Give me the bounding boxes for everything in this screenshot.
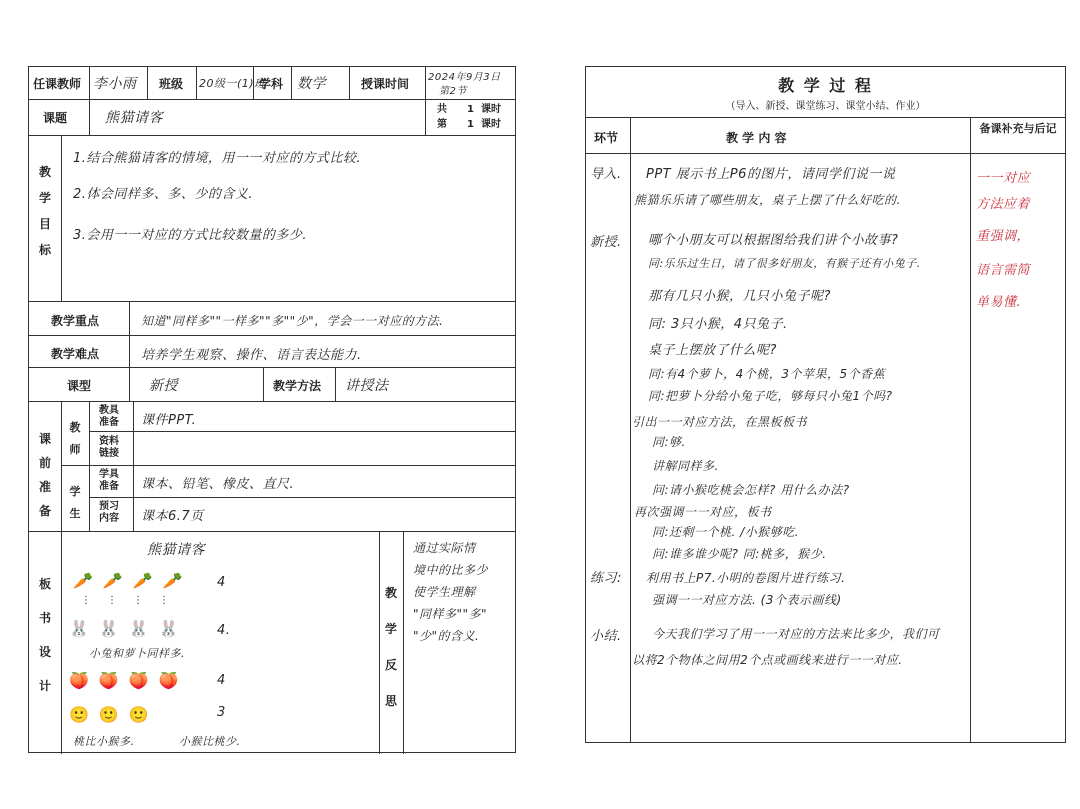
goals-label: 教学目标: [38, 165, 51, 257]
subject-value: 数学: [297, 76, 326, 92]
process-subtitle: （导入、新授、课堂练习、课堂小结、作业）: [725, 101, 926, 112]
prep-row-label-1: 教具准备: [99, 405, 119, 428]
key-point-label: 教学重点: [51, 314, 100, 328]
content-line-13: 问:请小猴吃桃会怎样? 用什么办法?: [652, 483, 850, 497]
topic-label: 课题: [43, 111, 68, 125]
nth-value: 1: [467, 119, 474, 130]
board-label: 板书设计: [38, 577, 51, 693]
content-line-5: 那有几只小猴，几只小兔子呢?: [648, 289, 831, 304]
section-practice: 练习:: [590, 571, 622, 586]
process-title: 教 学 过 程: [778, 76, 873, 95]
note-line-5: 单易懂.: [976, 295, 1022, 310]
prep-row-label-4: 预习内容: [99, 501, 119, 524]
notes-column-header: 备课补充与后记: [979, 122, 1057, 135]
teacher-label: 任课教师: [33, 77, 82, 91]
prep-student-label: 学生: [69, 485, 81, 520]
board-n1: 4: [217, 575, 226, 590]
content-line-10: 引出一一对应方法，在黑板板书: [632, 415, 808, 429]
content-line-19: 今天我们学习了用一一对应的方法来比多少，我们可: [652, 627, 940, 641]
board-n2: 4.: [217, 623, 231, 638]
note-line-1: 一一对应: [976, 171, 1031, 186]
board-n4: 3: [217, 705, 226, 720]
section-column-header: 环节: [594, 131, 619, 145]
prep-row-label-3: 学具准备: [99, 469, 119, 492]
prep-row-value-3: 课本、铅笔、橡皮、直尺.: [141, 477, 295, 492]
key-point-value: 知道"同样多""一样多""多""少"，学会一一对应的方法.: [141, 314, 444, 328]
match-dots: ⋮⋮⋮⋮: [81, 595, 185, 606]
content-line-15: 同:还剩一个桃. /小猴够吃.: [652, 525, 800, 539]
hours-label-2: 课时: [481, 119, 501, 130]
content-line-12: 讲解同样多.: [652, 459, 719, 473]
content-line-16: 问:谁多谁少呢? 同:桃多，猴少.: [652, 547, 827, 561]
lesson-type-label: 课型: [67, 379, 92, 393]
goal-item-2: 2.体会同样多、多、少的含义.: [73, 187, 254, 202]
prep-label: 课前准备: [38, 432, 51, 518]
reflection-line-5: "少"的含义.: [413, 629, 480, 643]
reflection-label: 教学反思: [384, 586, 397, 708]
lesson-plan-form: [28, 66, 516, 753]
monkey-icons: 🙂🙂🙂: [69, 705, 159, 724]
reflection-line-3: 使学生理解: [413, 585, 476, 599]
prep-teacher-label: 教师: [69, 421, 81, 456]
carrot-icons: 🥕🥕🥕🥕: [73, 571, 193, 590]
rabbit-icons: 🐰🐰🐰🐰: [69, 619, 189, 638]
hours-label: 课时: [481, 104, 501, 115]
section-value: 第2节: [439, 86, 467, 97]
content-line-14: 再次强调一一对应，板书: [634, 505, 772, 519]
content-line-6: 同: 3只小猴，4只兔子.: [648, 317, 788, 332]
prep-row-value-1: 课件PPT.: [141, 413, 197, 428]
goal-item-3: 3.会用一一对应的方式比较数量的多少.: [73, 228, 308, 243]
content-line-9: 同:把萝卜分给小兔子吃，够每只小兔1个吗?: [648, 389, 893, 403]
content-line-7: 桌子上摆放了什么呢?: [648, 343, 777, 358]
time-label: 授课时间: [361, 77, 410, 91]
board-caption-1: 小兔和萝卜同样多.: [89, 647, 185, 660]
topic-value: 熊猫请客: [105, 110, 163, 126]
difficulty-value: 培养学生观察、操作、语言表达能力.: [141, 348, 362, 363]
content-line-4: 同:乐乐过生日，请了很多好朋友，有猴子还有小兔子.: [648, 257, 921, 270]
lesson-type-value: 新授: [149, 378, 178, 394]
note-line-4: 语言需简: [976, 263, 1031, 278]
peach-icons: 🍑🍑🍑🍑: [69, 671, 189, 690]
date-value: 2024年9月3日: [428, 72, 501, 83]
note-line-3: 重强调，: [976, 229, 1031, 244]
content-line-2: 熊猫乐乐请了哪些朋友，桌子上摆了什么好吃的.: [634, 193, 901, 207]
difficulty-label: 教学难点: [51, 347, 100, 361]
class-label: 班级: [159, 77, 184, 91]
content-line-11: 同:够.: [652, 435, 686, 449]
section-new: 新授.: [590, 235, 622, 250]
teacher-value: 李小雨: [93, 76, 137, 92]
method-value: 讲授法: [345, 378, 389, 394]
content-line-8: 同:有4个萝卜，4个桃，3个苹果，5个香蕉: [648, 367, 886, 381]
total-value: 1: [467, 104, 474, 115]
content-line-20: 以将2个物体之间用2个点或画线来进行一一对应.: [632, 653, 903, 667]
content-line-3: 哪个小朋友可以根据图给我们讲个小故事?: [648, 233, 899, 248]
section-summary: 小结.: [590, 629, 622, 644]
board-n3: 4: [217, 673, 226, 688]
content-line-1: PPT 展示书上P6的图片，请同学们说一说: [646, 167, 896, 182]
reflection-line-1: 通过实际情: [413, 541, 476, 555]
nth-label: 第: [437, 119, 447, 130]
section-intro: 导入.: [590, 167, 622, 182]
prep-row-value-4: 课本6.7页: [141, 509, 204, 524]
board-caption-3: 小猴比桃少.: [179, 735, 241, 748]
note-line-2: 方法应着: [976, 197, 1031, 212]
content-column-header: 教 学 内 容: [726, 131, 787, 145]
board-caption-2: 桃比小猴多.: [73, 735, 135, 748]
reflection-line-2: 境中的比多少: [413, 563, 489, 577]
prep-row-label-2: 资料链接: [99, 436, 119, 459]
subject-label: 学科: [259, 77, 284, 91]
method-label: 教学方法: [273, 379, 322, 393]
content-line-18: 强调一一对应方法. (3个表示画线): [652, 593, 842, 607]
content-line-17: 利用书上P7.小明的卷图片进行练习.: [646, 571, 846, 585]
goal-item-1: 1.结合熊猫请客的情境，用一一对应的方式比较.: [73, 151, 362, 166]
class-value: 20级一(1)班: [199, 77, 266, 90]
board-title: 熊猫请客: [147, 542, 205, 558]
reflection-line-4: "同样多""多": [413, 607, 488, 621]
total-label: 共: [437, 104, 447, 115]
teaching-process-form: [585, 66, 1066, 743]
